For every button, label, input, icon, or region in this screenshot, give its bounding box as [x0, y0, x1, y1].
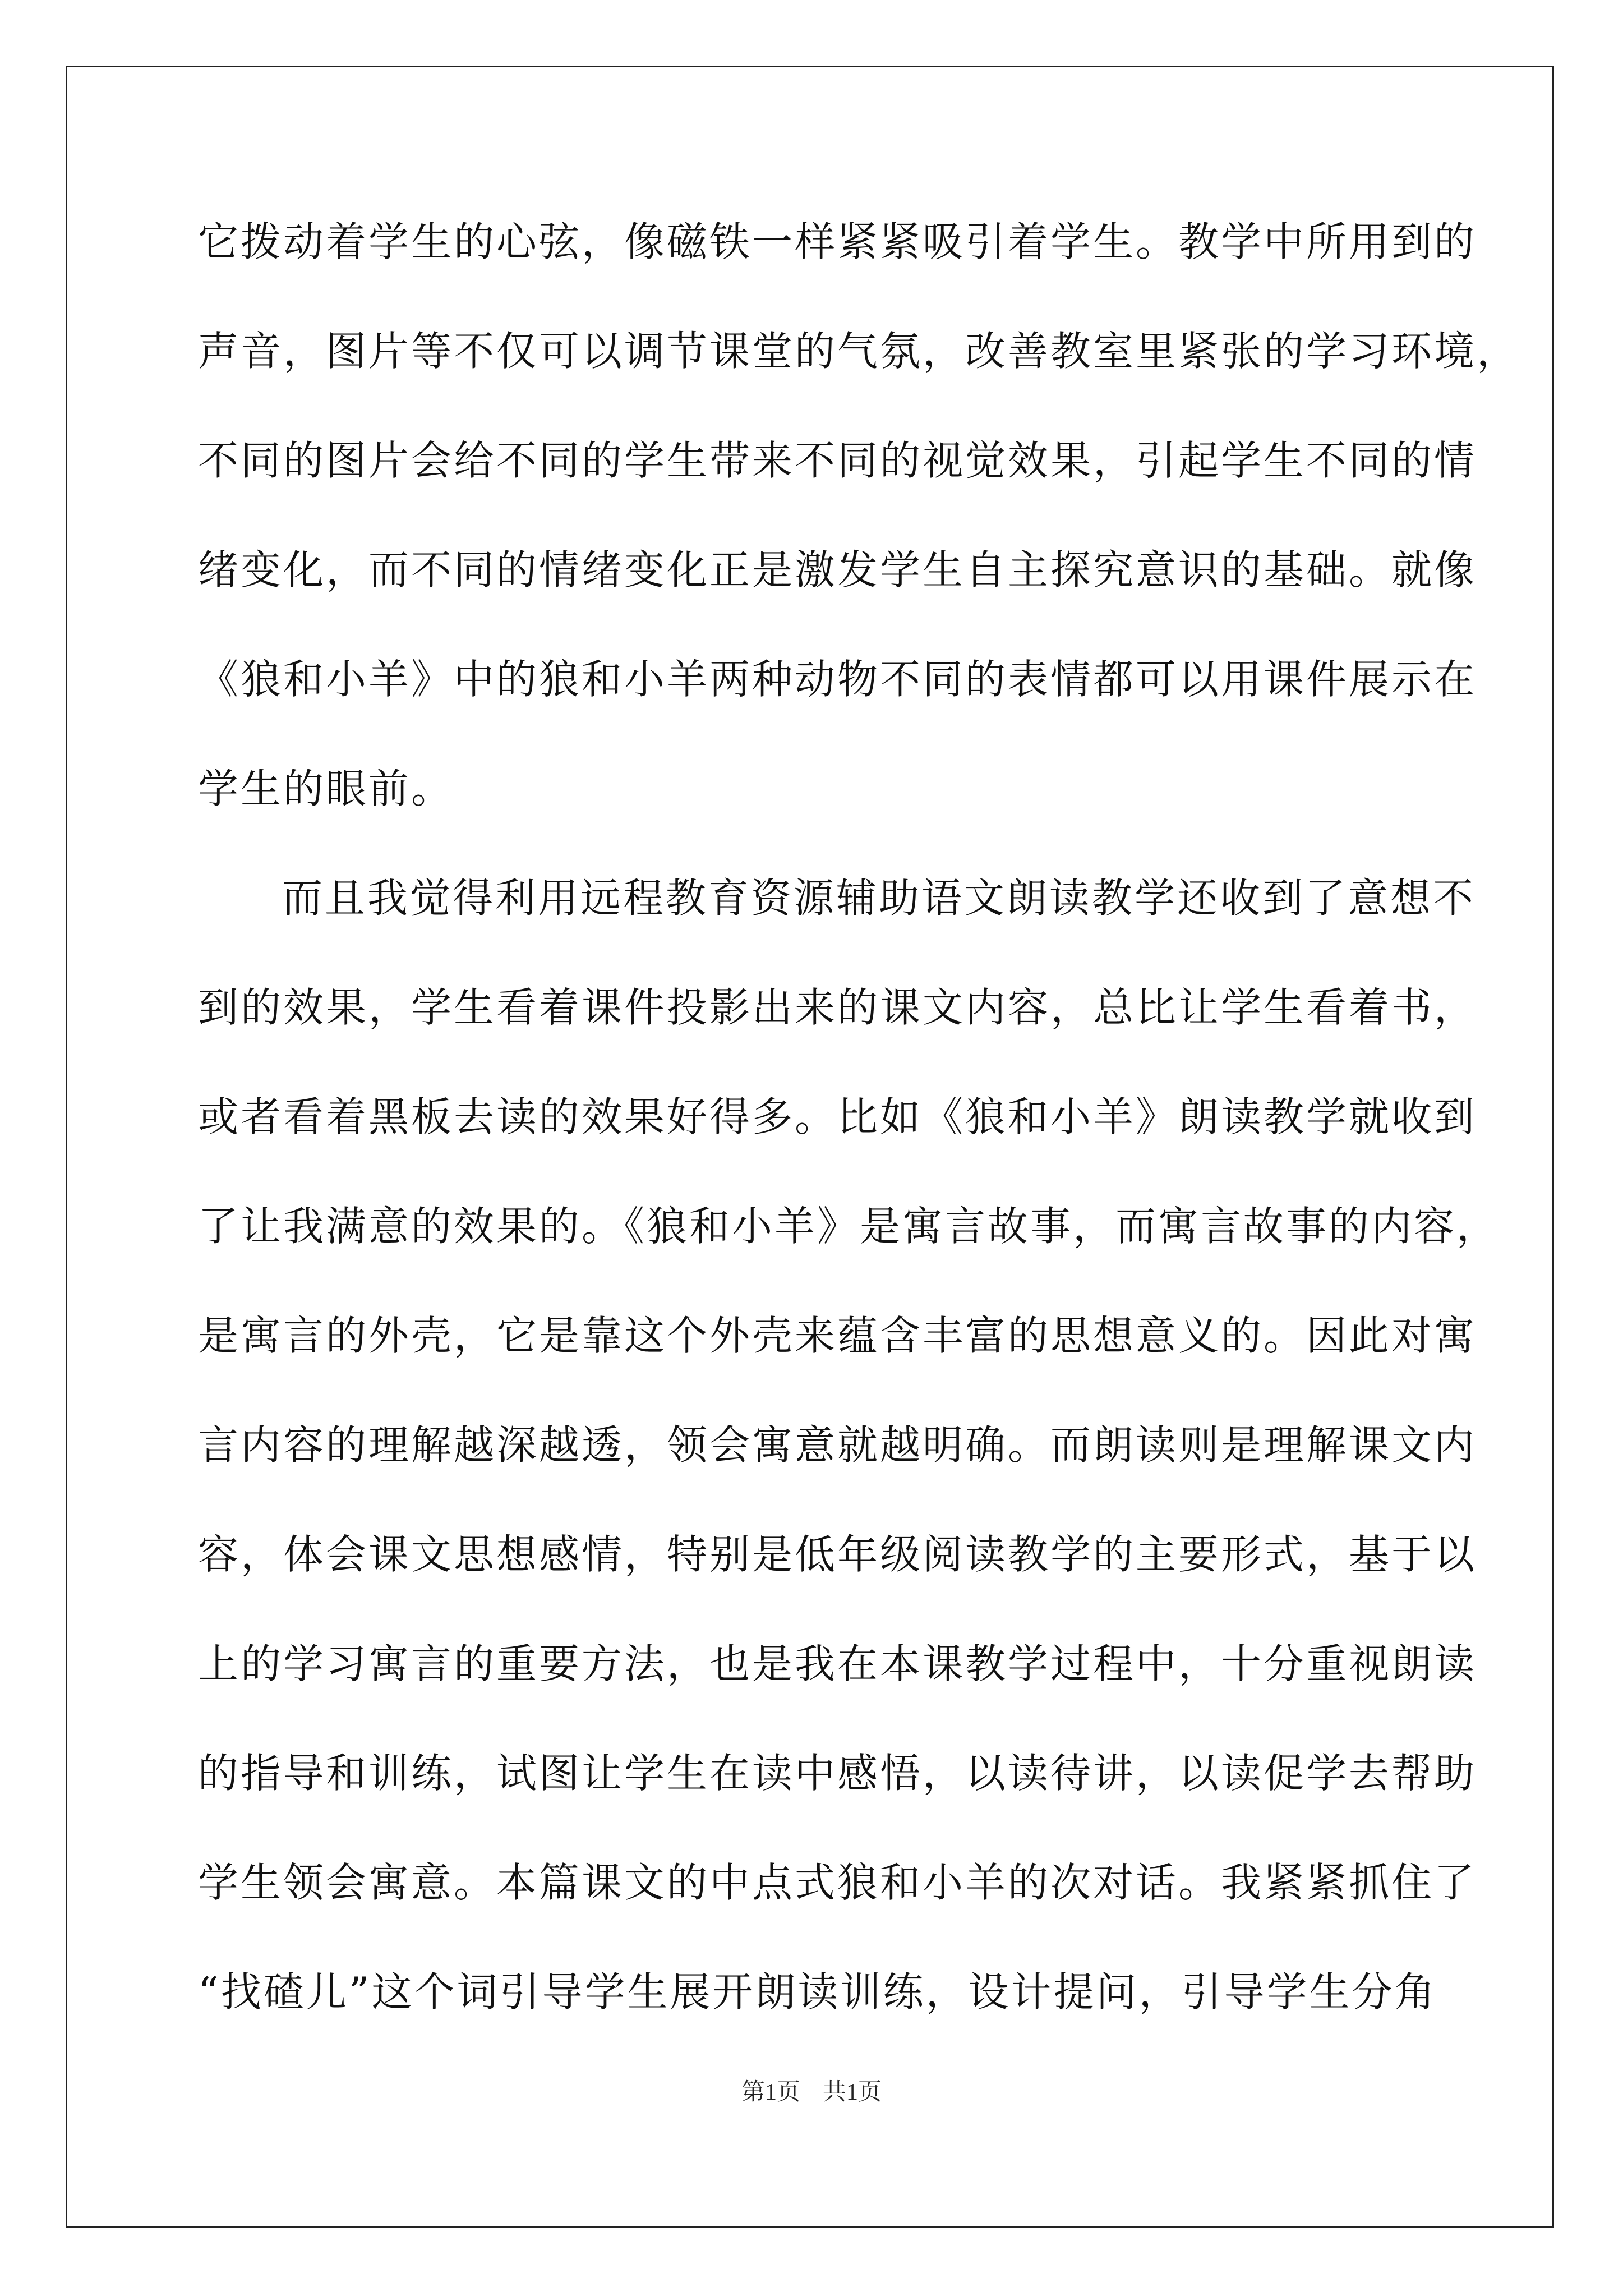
document-body	[198, 218, 1520, 2081]
text-line: 声音，图片等不仅可以调节课堂的气氛，改善教室里紧张的学习环境，	[198, 328, 1520, 375]
text-line: 是寓言的外壳，它是靠这个外壳来蕴含丰富的思想意义的。因此对寓	[198, 1312, 1477, 1359]
text-line: 到的效果，学生看着课件投影出来的课文内容，总比让学生看着书，	[198, 984, 1477, 1031]
text-line: 容，体会课文思想感情，特别是低年级阅读教学的主要形式，基于以	[198, 1531, 1477, 1578]
text-line: 不同的图片会给不同的学生带来不同的视觉效果，引起学生不同的情	[198, 437, 1477, 484]
text-line: 言内容的理解越深越透，领会寓意就越明确。而朗读则是理解课文内	[198, 1421, 1477, 1469]
text-line: 了让我满意的效果的。《狼和小羊》是寓言故事，而寓言故事的内容，	[198, 1203, 1500, 1250]
text-line: “找碴儿”这个词引导学生展开朗读训练，设计提问，引导学生分角	[198, 1968, 1437, 2016]
text-line: 的指导和训练，试图让学生在读中感悟，以读待讲，以读促学去帮助	[198, 1750, 1477, 1797]
paragraph-1	[198, 218, 1520, 812]
text-line: 上的学习寓言的重要方法，也是我在本课教学过程中，十分重视朗读	[198, 1640, 1477, 1687]
paragraph-2	[198, 875, 1500, 2016]
text-line: 学生领会寓意。本篇课文的中点式狼和小羊的次对话。我紧紧抓住了	[198, 1859, 1477, 1906]
text-line: 《狼和小羊》中的狼和小羊两种动物不同的表情都可以用课件展示在	[198, 656, 1477, 703]
text-line: 绪变化，而不同的情绪变化正是激发学生自主探究意识的基础。就像	[198, 546, 1477, 593]
text-line: 或者看着黑板去读的效果好得多。比如《狼和小羊》朗读教学就收到	[198, 1093, 1477, 1140]
total-pages: 共1页	[823, 2079, 882, 2105]
page-footer	[0, 2079, 1623, 2106]
text-line-indented: 而且我觉得利用远程教育资源辅助语文朗读教学还收到了意想不	[282, 875, 1476, 922]
page-number: 第1页	[741, 2079, 800, 2105]
text-line: 它拨动着学生的心弦，像磁铁一样紧紧吸引着学生。教学中所用到的	[198, 218, 1477, 265]
text-line: 学生的眼前。	[198, 765, 454, 812]
